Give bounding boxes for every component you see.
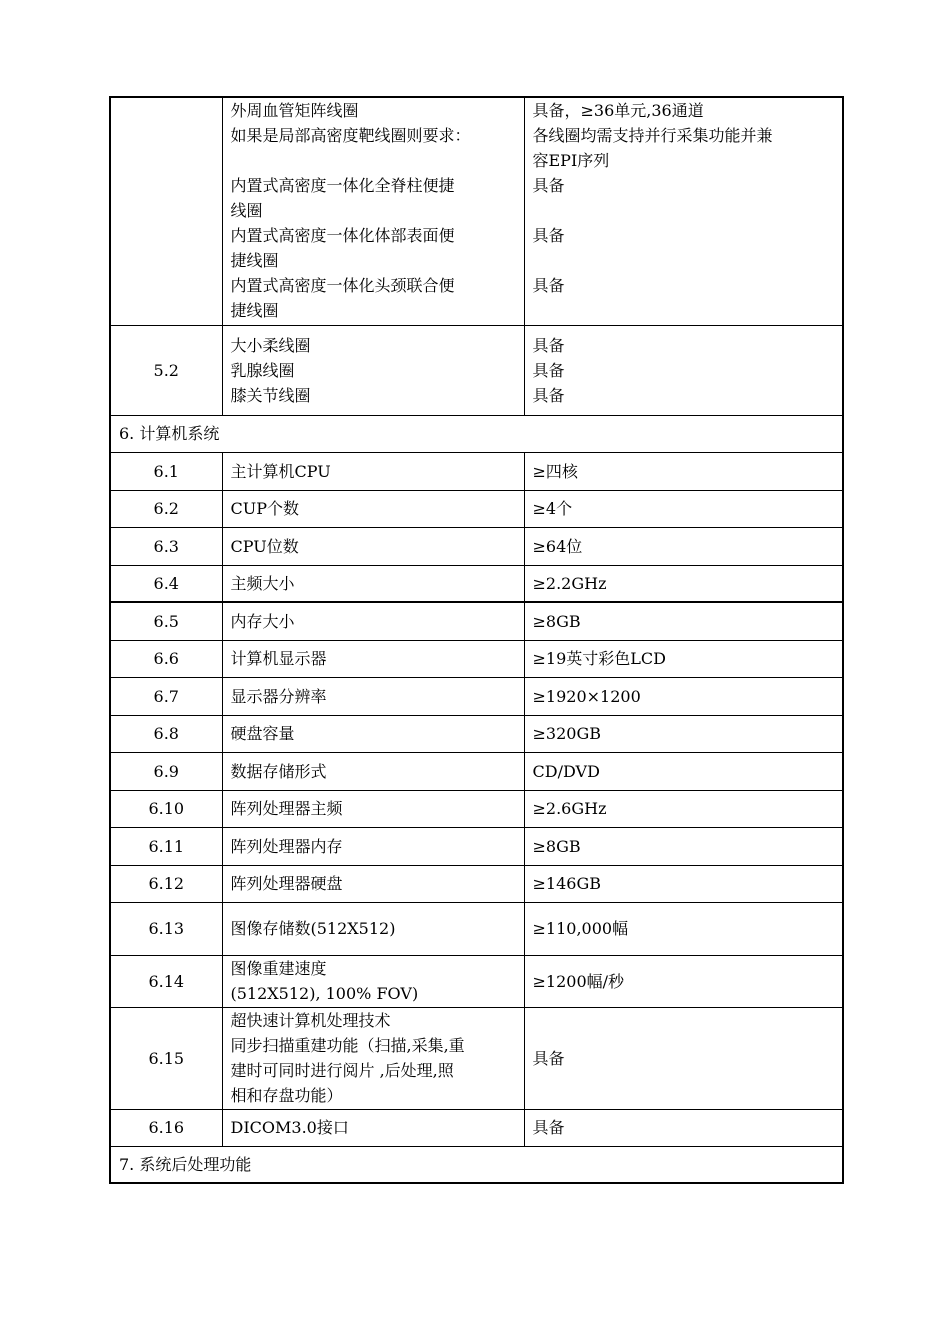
item-value-line: 具备 xyxy=(532,335,565,355)
item-name: CPU位数 xyxy=(222,527,524,565)
item-value-line: 具备 xyxy=(532,360,565,380)
item-name: 内存大小 xyxy=(222,602,524,640)
item-name-line: 图像重建速度 xyxy=(230,959,327,978)
item-name-line: 线圈 xyxy=(230,201,263,220)
item-value-line: 具备 xyxy=(532,276,565,295)
item-name-line: 内置式高密度一体化全脊柱便捷 xyxy=(230,176,455,195)
item-name: 主计算机CPU xyxy=(222,452,524,490)
item-name: 显示器分辨率 xyxy=(222,677,524,715)
item-value: ≥1200幅/秒 xyxy=(524,955,843,1007)
item-value: CD/DVD xyxy=(524,752,843,790)
item-number: 6.6 xyxy=(110,640,222,677)
table-row xyxy=(110,752,843,790)
item-number: 6.9 xyxy=(110,752,222,790)
item-value: ≥19英寸彩色LCD xyxy=(524,640,843,677)
table-row xyxy=(110,790,843,827)
item-value-line: 容EPI序列 xyxy=(532,151,610,170)
item-number: 6.11 xyxy=(110,827,222,865)
table-row xyxy=(110,865,843,902)
item-number: 6.1 xyxy=(110,452,222,490)
table-row xyxy=(110,452,843,490)
item-number: 6.13 xyxy=(110,902,222,955)
item-name-line: 同步扫描重建功能（扫描,采集,重 xyxy=(230,1036,465,1055)
item-value-cell xyxy=(524,97,843,325)
item-name-cell xyxy=(222,955,524,1007)
item-value: ≥四核 xyxy=(524,452,843,490)
item-value: ≥110,000幅 xyxy=(524,902,843,955)
item-name-line: 捷线圈 xyxy=(230,251,279,270)
item-value-cell xyxy=(524,325,843,415)
item-name-line: 大小柔线圈 xyxy=(230,335,311,355)
item-name: 硬盘容量 xyxy=(222,715,524,752)
item-number: 6.5 xyxy=(110,602,222,640)
spec-table xyxy=(109,96,844,1184)
item-value-line xyxy=(533,248,835,273)
item-name-line: 捷线圈 xyxy=(230,301,279,320)
section-heading-row xyxy=(110,415,843,452)
item-number: 6.2 xyxy=(110,490,222,527)
item-name: 阵列处理器主频 xyxy=(222,790,524,827)
item-value-line: 具备 xyxy=(532,226,565,245)
item-value: ≥64位 xyxy=(524,527,843,565)
table-row xyxy=(110,97,843,325)
item-name-line: 超快速计算机处理技术 xyxy=(230,1011,391,1030)
table-row xyxy=(110,677,843,715)
item-value-line xyxy=(533,298,835,323)
item-name-line: 膝关节线圈 xyxy=(230,385,311,405)
item-name-cell xyxy=(222,325,524,415)
item-number: 6.15 xyxy=(110,1007,222,1109)
table-row xyxy=(110,902,843,955)
table-row xyxy=(110,1109,843,1146)
table-row xyxy=(110,602,843,640)
item-value-line xyxy=(533,198,835,223)
item-name-line: 乳腺线圈 xyxy=(230,360,295,380)
item-name: 主频大小 xyxy=(222,565,524,602)
item-name-line: 相和存盘功能） xyxy=(230,1086,343,1105)
section-title: 6. 计算机系统 xyxy=(110,415,843,452)
item-name: 阵列处理器内存 xyxy=(222,827,524,865)
item-number xyxy=(110,97,222,325)
item-number: 6.12 xyxy=(110,865,222,902)
item-name-line xyxy=(231,148,516,173)
item-name: 阵列处理器硬盘 xyxy=(222,865,524,902)
table-row xyxy=(110,490,843,527)
item-name: 数据存储形式 xyxy=(222,752,524,790)
table-row xyxy=(110,955,843,1007)
item-number: 6.7 xyxy=(110,677,222,715)
item-value: ≥8GB xyxy=(524,827,843,865)
item-value: ≥4个 xyxy=(524,490,843,527)
item-value: ≥1920×1200 xyxy=(524,677,843,715)
item-name-line: 如果是局部高密度靶线圈则要求： xyxy=(230,126,471,145)
item-name: 图像存储数(512X512) xyxy=(222,902,524,955)
item-number: 5.2 xyxy=(110,325,222,415)
item-name-line: 外周血管矩阵线圈 xyxy=(230,101,359,120)
item-value-line: 具备，≥36单元,36通道 xyxy=(532,101,704,120)
item-value-line: 具备 xyxy=(532,385,565,405)
item-name-line: 内置式高密度一体化头颈联合便 xyxy=(230,276,455,295)
item-name-cell xyxy=(222,1007,524,1109)
item-number: 6.8 xyxy=(110,715,222,752)
section-heading-row xyxy=(110,1146,843,1183)
table-row xyxy=(110,640,843,677)
item-name-cell xyxy=(222,97,524,325)
item-value-line: 具备 xyxy=(532,176,565,195)
table-row xyxy=(110,527,843,565)
item-name-line: 建时可同时进行阅片 ,后处理,照 xyxy=(230,1061,454,1080)
item-number: 6.4 xyxy=(110,565,222,602)
item-value: ≥320GB xyxy=(524,715,843,752)
item-number: 6.3 xyxy=(110,527,222,565)
item-value: 具备 xyxy=(524,1109,843,1146)
table-row xyxy=(110,715,843,752)
item-name: DICOM3.0接口 xyxy=(222,1109,524,1146)
item-value-line: 各线圈均需支持并行采集功能并兼 xyxy=(532,126,773,145)
table-row xyxy=(110,325,843,415)
table-row xyxy=(110,1007,843,1109)
item-number: 6.16 xyxy=(110,1109,222,1146)
item-value: ≥8GB xyxy=(524,602,843,640)
table-row xyxy=(110,827,843,865)
item-value: ≥2.6GHz xyxy=(524,790,843,827)
table-row xyxy=(110,565,843,602)
item-value: 具备 xyxy=(524,1007,843,1109)
item-value: ≥2.2GHz xyxy=(524,565,843,602)
section-title: 7. 系统后处理功能 xyxy=(110,1146,843,1183)
item-value: ≥146GB xyxy=(524,865,843,902)
item-name-line: 内置式高密度一体化体部表面便 xyxy=(230,226,455,245)
item-number: 6.10 xyxy=(110,790,222,827)
item-name: CUP个数 xyxy=(222,490,524,527)
item-name-line: (512X512), 100% FOV) xyxy=(230,984,419,1003)
item-name: 计算机显示器 xyxy=(222,640,524,677)
item-number: 6.14 xyxy=(110,955,222,1007)
